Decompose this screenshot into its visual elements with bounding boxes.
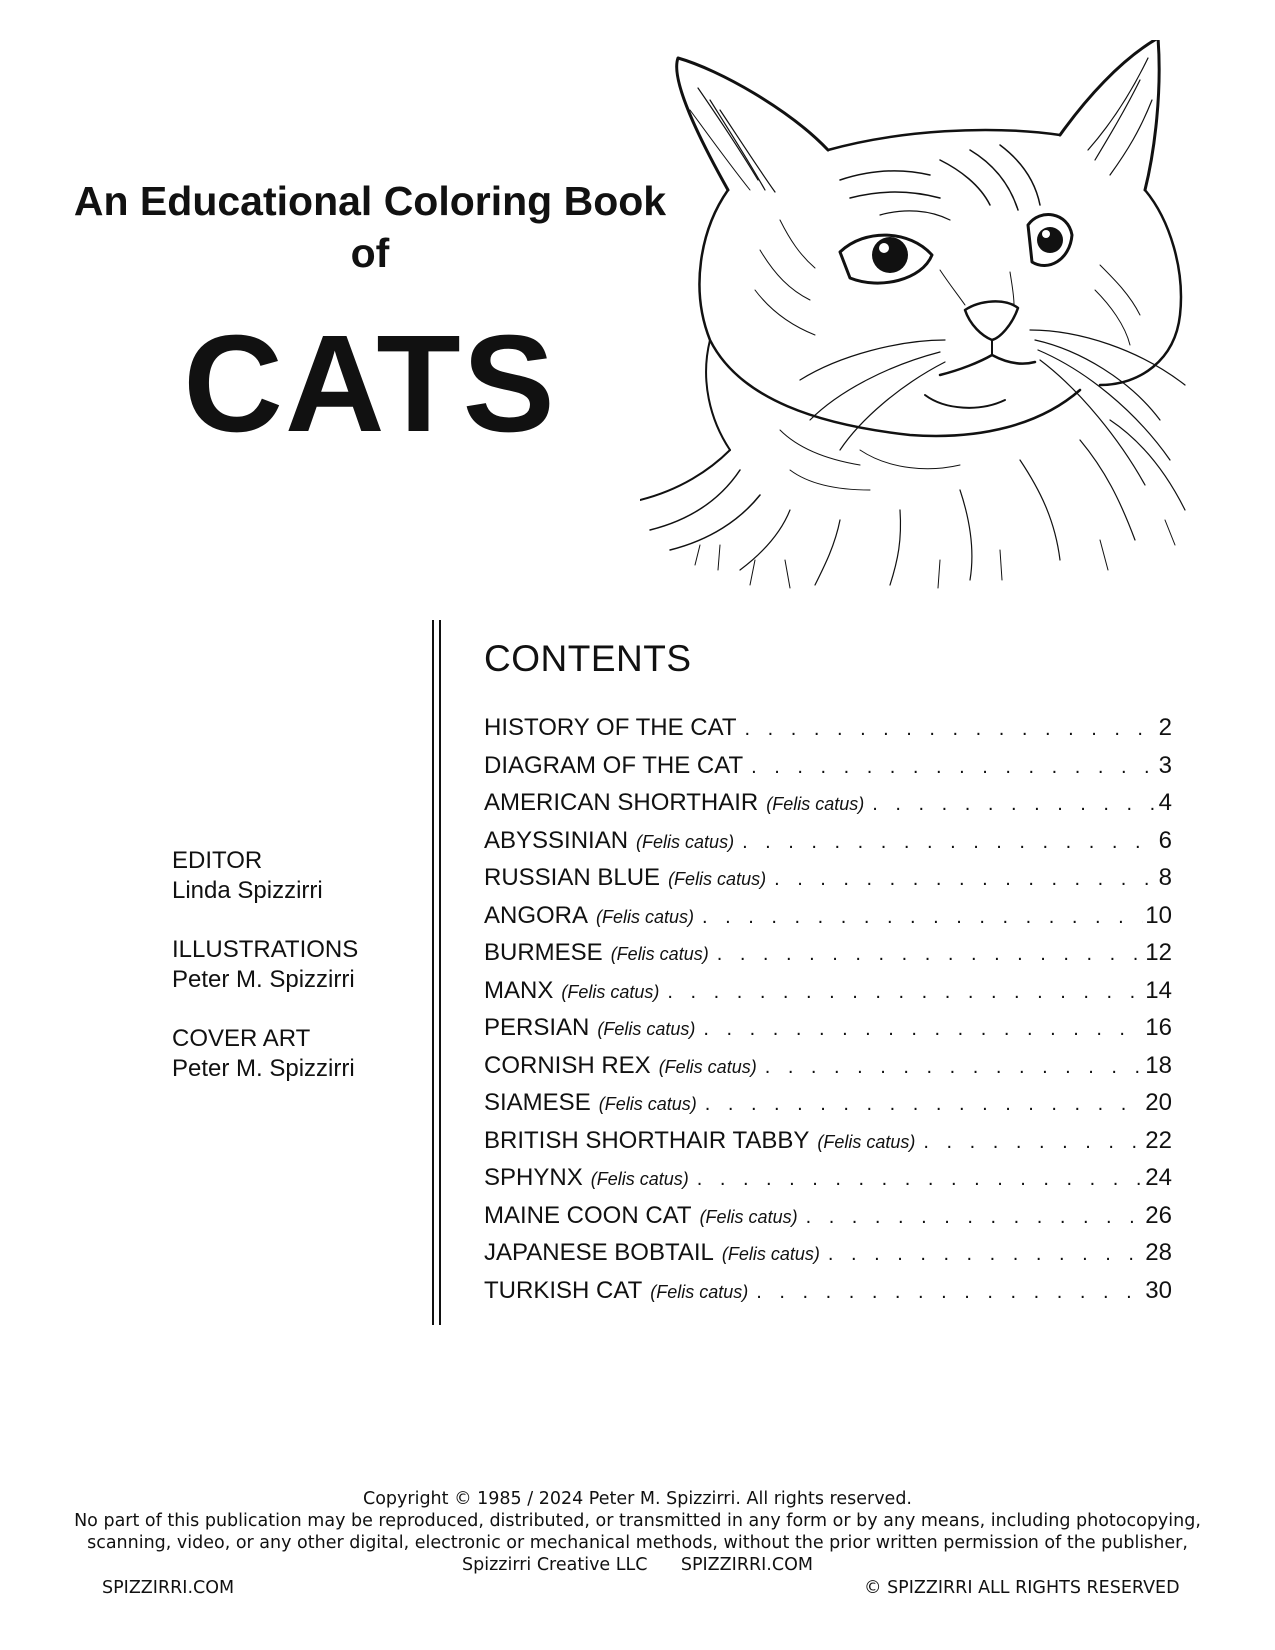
- credit-illustrations-name: Peter M. Spizzirri: [172, 966, 355, 993]
- toc-entry-title: ANGORA: [484, 901, 589, 929]
- toc-entry[interactable]: [484, 977, 1172, 1015]
- toc-entry-title: MANX: [484, 976, 554, 1004]
- title-line-1: An Educational Coloring Book: [73, 178, 667, 224]
- toc-leader-dots: [806, 1206, 1144, 1229]
- toc-entry-scientific-name: (Felis catus): [817, 1131, 916, 1152]
- toc-entry-page: 3: [1158, 751, 1172, 779]
- toc-leader-dots: [703, 1018, 1143, 1041]
- toc-leader-dots: [828, 1243, 1143, 1266]
- toc-entry-scientific-name: (Felis catus): [699, 1206, 798, 1227]
- toc-entry-title: JAPANESE BOBTAIL: [484, 1239, 714, 1266]
- toc-entry[interactable]: [484, 939, 1172, 977]
- toc-entry[interactable]: [484, 1202, 1172, 1240]
- toc-entry-scientific-name: (Felis catus): [596, 906, 695, 927]
- toc-entry-title: BURMESE: [484, 939, 603, 966]
- toc-entry[interactable]: [484, 1052, 1172, 1090]
- toc-entry-title: HISTORY OF THE CAT: [484, 714, 737, 741]
- toc-leader-dots: [774, 868, 1157, 891]
- toc-leader-dots: [717, 943, 1144, 966]
- toc-leader-dots: [923, 1131, 1143, 1154]
- toc-leader-dots: [751, 756, 1157, 779]
- toc-leader-dots: [702, 906, 1143, 929]
- toc-leader-dots: [705, 1093, 1144, 1116]
- footer-notice-line-1: No part of this publication may be reproduced, distributed, or transmitted in any form or by any means, including photocopying,: [74, 1511, 1201, 1531]
- footer-copyright: Copyright © 1985 / 2024 Peter M. Spizzirri. All rights reserved.: [363, 1489, 912, 1509]
- toc-entry-scientific-name: (Felis catus): [590, 1169, 689, 1189]
- toc-leader-dots: [667, 981, 1143, 1004]
- title-main: CATS: [183, 307, 557, 461]
- toc-leader-dots: [872, 793, 1156, 816]
- toc-entry[interactable]: [484, 1239, 1172, 1277]
- toc-entry-page: 18: [1145, 1051, 1172, 1079]
- toc-entry-title: MAINE COON CAT: [484, 1201, 692, 1229]
- toc-entry-scientific-name: (Felis catus): [561, 981, 660, 1002]
- toc-entry-title: ABYSSINIAN: [484, 826, 629, 854]
- toc-entry[interactable]: [484, 1089, 1172, 1127]
- toc-entry-title: AMERICAN SHORTHAIR: [484, 789, 759, 816]
- toc-entry-page: 6: [1158, 826, 1172, 854]
- toc-entry-page: 8: [1158, 864, 1172, 891]
- footer-rights: © SPIZZIRRI ALL RIGHTS RESERVED: [864, 1578, 1180, 1598]
- credit-editor-label: EDITOR: [172, 847, 263, 874]
- toc-entry-page: 2: [1158, 714, 1172, 741]
- toc-entry[interactable]: [484, 1164, 1172, 1202]
- toc-entry-scientific-name: (Felis catus): [721, 1244, 820, 1264]
- toc-entry[interactable]: [484, 1277, 1172, 1315]
- toc-entry[interactable]: [484, 714, 1172, 752]
- toc-entry-page: 4: [1158, 789, 1172, 816]
- toc-entry-title: RUSSIAN BLUE: [484, 864, 661, 891]
- credits: [172, 846, 358, 1113]
- credit-illustrations: [172, 935, 358, 995]
- footer-notice-line-2: scanning, video, or any other digital, electronic or mechanical methods, without the prior written permission of the publisher,: [87, 1533, 1188, 1553]
- toc-entry-title: CORNISH REX: [484, 1051, 651, 1079]
- toc-entry-page: 28: [1145, 1239, 1172, 1266]
- toc-entry-page: 10: [1145, 901, 1172, 929]
- toc-entry[interactable]: [484, 1014, 1172, 1052]
- toc-entry-title: SIAMESE: [484, 1089, 591, 1116]
- toc-entry-page: 20: [1145, 1089, 1172, 1116]
- toc-leader-dots: [697, 1168, 1144, 1191]
- toc-entry-page: 12: [1145, 939, 1172, 966]
- cat-head-illustration: [640, 40, 1220, 605]
- toc-entry-page: 22: [1145, 1126, 1172, 1154]
- footer-website-link[interactable]: SPIZZIRRI.COM: [102, 1578, 235, 1598]
- toc-entry[interactable]: [484, 789, 1172, 827]
- toc-entry-page: 14: [1145, 976, 1172, 1004]
- credit-cover-label: COVER ART: [172, 1025, 311, 1052]
- toc-entry-scientific-name: (Felis catus): [610, 944, 709, 964]
- toc-leader-dots: [756, 1281, 1143, 1304]
- toc-entry[interactable]: [484, 752, 1172, 790]
- credit-editor: [172, 846, 358, 906]
- credit-cover-art: [172, 1024, 358, 1084]
- toc-leader-dots: [745, 718, 1157, 741]
- toc-entry-title: BRITISH SHORTHAIR TABBY: [484, 1126, 810, 1154]
- credit-illustrations-label: ILLUSTRATIONS: [172, 936, 359, 963]
- toc-entry-scientific-name: (Felis catus): [636, 831, 735, 852]
- toc-entry-scientific-name: (Felis catus): [650, 1281, 749, 1302]
- toc-entry-scientific-name: (Felis catus): [598, 1094, 697, 1114]
- toc-leader-dots: [742, 831, 1157, 854]
- toc-entry-page: 26: [1145, 1201, 1172, 1229]
- contents-heading: CONTENTS: [484, 638, 692, 679]
- contents-list: [484, 714, 1172, 1314]
- toc-entry-scientific-name: (Felis catus): [668, 869, 767, 889]
- toc-entry-scientific-name: (Felis catus): [597, 1019, 696, 1039]
- toc-entry-page: 24: [1145, 1164, 1172, 1191]
- toc-entry[interactable]: [484, 1127, 1172, 1165]
- footer-publisher: Spizzirri Creative LLC SPIZZIRRI.COM: [462, 1555, 813, 1575]
- credit-cover-name: Peter M. Spizzirri: [172, 1055, 355, 1082]
- toc-entry[interactable]: [484, 827, 1172, 865]
- toc-entry-scientific-name: (Felis catus): [658, 1056, 757, 1077]
- toc-entry-title: PERSIAN: [484, 1014, 590, 1041]
- toc-entry-scientific-name: (Felis catus): [766, 794, 865, 814]
- toc-entry[interactable]: [484, 864, 1172, 902]
- toc-entry[interactable]: [484, 902, 1172, 940]
- toc-leader-dots: [765, 1056, 1144, 1079]
- toc-entry-page: 30: [1145, 1276, 1172, 1304]
- toc-entry-page: 16: [1145, 1014, 1172, 1041]
- divider-double-rule: [432, 620, 441, 1325]
- credit-editor-name: Linda Spizzirri: [172, 877, 323, 904]
- toc-entry-title: DIAGRAM OF THE CAT: [484, 751, 744, 779]
- toc-entry-title: TURKISH CAT: [484, 1276, 643, 1304]
- title-line-2: of: [350, 230, 390, 276]
- toc-entry-title: SPHYNX: [484, 1164, 583, 1191]
